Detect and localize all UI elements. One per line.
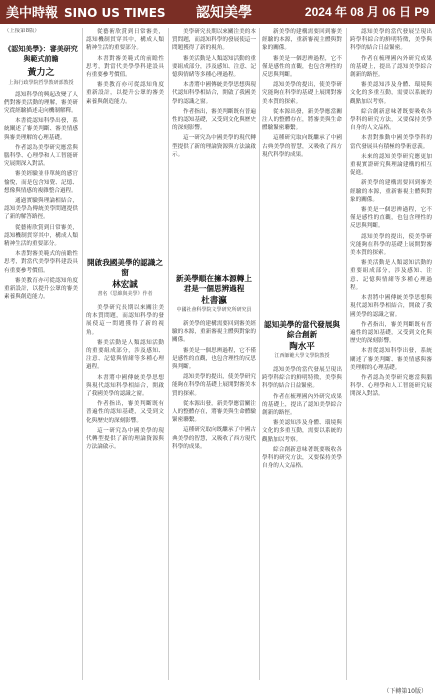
- column-1: [4, 28, 78, 680]
- column-5: [350, 28, 432, 680]
- article1-paragraph: 從藝術欣賞到日常審美，認知機制貫穿其中，構成人類精神生活的重要部分。: [86, 29, 164, 52]
- article1-kicker: （上接第8版）: [4, 28, 40, 34]
- column-divider: [346, 28, 347, 680]
- article2-paragraph: 作者指出，審美判斷既有普遍性的認知基礎，又受到文化與歷史的深刻影響。: [86, 401, 164, 424]
- article3-header: [172, 274, 256, 314]
- article4-paragraph: 作者在梳理國內外研究成果的基礎上，提出了認知美學綜合創新的路徑。: [350, 55, 432, 79]
- article3-paragraph: 這種研究取向既繼承了中國古典美學的智慧，又吸收了西方現代科學的成果。: [172, 427, 256, 450]
- article4-paragraph: 本書對推動中國美學學科的當代發展具有積極的學術意義。: [350, 135, 432, 150]
- paper-name-en: SINO US TIMES: [64, 6, 166, 20]
- article1-header: [4, 44, 78, 87]
- article3-paragraph: 從本源出發，新美學應當關注人的整體存在，將審美與生命體驗緊密聯繫。: [262, 108, 342, 132]
- article4-header: [262, 320, 342, 360]
- article2-paragraph: 這一研究為中國美學的現代轉型提供了新的理論資源與方法論啟示。: [172, 135, 256, 158]
- issue-date-page: 2024 年 08 月 06 日 P9: [304, 5, 429, 19]
- article1-paragraph: 本書對審美範式的前瞻性思考，對當代美學學科建設具有重要參考價值。: [86, 55, 164, 79]
- article3-paragraph: 從本源出發，新美學應當關注人的整體存在，將審美與生命體驗緊密聯繫。: [172, 400, 256, 424]
- article2-paragraph: 本書將中國傳統美學思想與現代認知科學相結合，開啟了我國美學的認識之窗。: [172, 82, 256, 105]
- article3-paragraph: 認知美學的提出，使美學研究能夠在科學的基礎上展開對審美本質的探索。: [172, 374, 256, 397]
- article4-paragraph: 綜合創新意味著既要吸收各學科的研究方法，又要保持美學自身的人文品格。: [262, 446, 342, 470]
- column-2: [86, 28, 164, 680]
- article4-title: 認知美學的當代發展與綜合創新: [264, 320, 340, 339]
- article2-paragraph: 本書將中國傳統美學思想與現代認知科學相結合，開啟了我國美學的認識之窗。: [86, 374, 164, 398]
- article4-paragraph: 綜合創新意味著既要吸收各學科的研究方法，又要保持美學自身的人文品格。: [350, 108, 432, 132]
- article4-paragraph: 本書從認知科學出發，系統闡述了審美判斷、審美情感與審美理解的心理基礎。: [350, 348, 432, 371]
- article1-paragraph: 審美教育亦可從認知角度重新設計，以提升公眾的審美素養與創造能力。: [4, 277, 78, 301]
- article3-paragraph: 審美是一個思辨過程，它不僅是感性的直觀，也包含理性的反思與判斷。: [262, 55, 342, 79]
- article2-paragraph: 審美活動是人類認知活動的重要組成部分，涉及感知、注意、記憶與情緒等多種心理過程。: [172, 55, 256, 79]
- article2-paragraph: 這一研究為中國美學的現代轉型提供了新的理論資源與方法論啟示。: [86, 427, 164, 451]
- article1-paragraph: 從藝術欣賞到日常審美，認知機制貫穿其中，構成人類精神生活的重要部分。: [4, 224, 78, 248]
- article2-paragraph: 作者指出，審美判斷既有普遍性的認知基礎，又受到文化與歷史的深刻影響。: [172, 108, 256, 132]
- article2-affiliation: 書名《思維與美學》作者: [97, 291, 153, 297]
- article1-affiliation: 上海行政學院哲學教研部教授: [8, 79, 74, 86]
- article1-paragraph: 本書從認知科學出發，系統闡述了審美判斷、審美情感與審美理解的心理基礎。: [4, 118, 78, 141]
- paper-name-cn: 美中時報: [6, 6, 59, 21]
- article1-paragraph: 本書對審美範式的前瞻性思考，對當代美學學科建設具有重要參考價值。: [4, 251, 78, 274]
- article3-paragraph: 這種研究取向既繼承了中國古典美學的智慧，又吸收了西方現代科學的成果。: [262, 135, 342, 158]
- paper-name: [6, 2, 166, 21]
- article2-title: 開啟我國美學的認識之窗: [87, 258, 163, 277]
- article2-continuation: [172, 28, 256, 264]
- article3-affiliation: 中國社會科學院文學研究所研究員: [176, 307, 252, 313]
- article3-paragraph: 新美學的建構需要回到審美經驗的本源，重新審視主體與對象的關係。: [172, 321, 256, 344]
- article3-paragraph: 認知美學的提出，使美學研究能夠在科學的基礎上展開對審美本質的探索。: [262, 82, 342, 105]
- article4-paragraph: 認知美學的當代發展呈現出跨學科綜合的鮮明特徵，美學與科學的結合日益緊密。: [262, 367, 342, 390]
- article2-paragraph: 審美活動是人類認知活動的重要組成部分，涉及感知、注意、記憶與情緒等多種心理過程。: [86, 339, 164, 371]
- column-divider: [168, 28, 169, 680]
- article4-paragraph: 作者指出，審美判斷既有普遍性的認知基礎，又受到文化與歷史的深刻影響。: [350, 321, 432, 345]
- article2-paragraph: 美學研究長期以來關注美的本質問題，而認知科學的發展使這一問題獲得了新的視角。: [86, 305, 164, 336]
- article4-author: 陶水平: [289, 342, 315, 352]
- continued-note: （下轉第10版）: [383, 688, 427, 695]
- article1-paragraph: 作者認為美學研究應當與腦科學、心理學和人工智能研究展開深入對話。: [4, 144, 78, 168]
- article1-paragraph: 認知科學的興起改變了人們對審美活動的理解，審美研究從經驗描述走向機制解釋。: [4, 91, 78, 114]
- article1-paragraph: 審美教育亦可從認知角度重新設計，以提升公眾的審美素養與創造能力。: [86, 82, 164, 105]
- article1-paragraph: 通過實驗與理論相結合，認知美學為傳統美學問題提供了新的解答路徑。: [4, 198, 78, 221]
- article4-affiliation: 江西師範大學文學院教授: [274, 353, 330, 359]
- article4-paragraph: 本書將中國傳統美學思想與現代認知科學相結合，開啟了我國美學的認識之窗。: [350, 295, 432, 318]
- article4-paragraph: 認知美學的提出，使美學研究能夠在科學的基礎上展開對審美本質的探索。: [350, 233, 432, 257]
- article4-paragraph: 認知美學的當代發展呈現出跨學科綜合的鮮明特徵，美學與科學的結合日益緊密。: [350, 29, 432, 52]
- article4-paragraph: 審美認知涉及身體、環境與文化的多重互動，需要以系統的觀點加以考察。: [350, 82, 432, 105]
- article4-paragraph: 作者認為美學研究應當與腦科學、心理學和人工智能研究展開深入對話。: [350, 374, 432, 398]
- article2-paragraph: 美學研究長期以來關注美的本質問題，而認知科學的發展使這一問題獲得了新的視角。: [172, 29, 256, 52]
- article4-paragraph: 審美認知涉及身體、環境與文化的多重互動，需要以系統的觀點加以考察。: [262, 420, 342, 443]
- article1-paragraph: 審美經驗並非單純的感官愉悅，而是包含知覺、記憶、想像與情感的複雜整合過程。: [4, 171, 78, 194]
- article1-continuation: [86, 28, 164, 234]
- section-title: 認知美學: [196, 5, 252, 21]
- article3-title: 新美學順在擁本源轉上 君是一個思辨過程: [176, 274, 252, 293]
- article2-header: [86, 258, 164, 298]
- article4-paragraph: 審美活動是人類認知活動的重要組成部分，涉及感知、注意、記憶與情緒等多種心理過程。: [350, 260, 432, 291]
- article2-author: 林宏誠: [112, 280, 138, 290]
- column-divider: [82, 28, 83, 680]
- column-4: [262, 28, 342, 680]
- article4-paragraph: 新美學的建構需要回到審美經驗的本源，重新審視主體與對象的關係。: [350, 180, 432, 203]
- article3-author: 杜書瀛: [201, 296, 227, 306]
- article4-paragraph: 審美是一個思辨過程，它不僅是感性的直觀，也包含理性的反思與判斷。: [350, 207, 432, 230]
- article4-paragraph: 作者在梳理國內外研究成果的基礎上，提出了認知美學綜合創新的路徑。: [262, 393, 342, 417]
- article1-title: 《認知美學》：審美研究與範式前瞻: [4, 43, 78, 63]
- column-3: [172, 28, 256, 680]
- article3-continuation: [262, 28, 342, 310]
- article3-paragraph: 新美學的建構需要回到審美經驗的本源，重新審視主體與對象的關係。: [262, 29, 342, 52]
- article1-author: 黃力之: [27, 67, 55, 78]
- column-divider: [259, 28, 260, 680]
- article4-paragraph: 未來的認知美學研究應更加重視實證研究與理論建構的相互促進。: [350, 153, 432, 177]
- article3-paragraph: 審美是一個思辨過程，它不僅是感性的直觀，也包含理性的反思與判斷。: [172, 347, 256, 371]
- masthead: [0, 0, 435, 24]
